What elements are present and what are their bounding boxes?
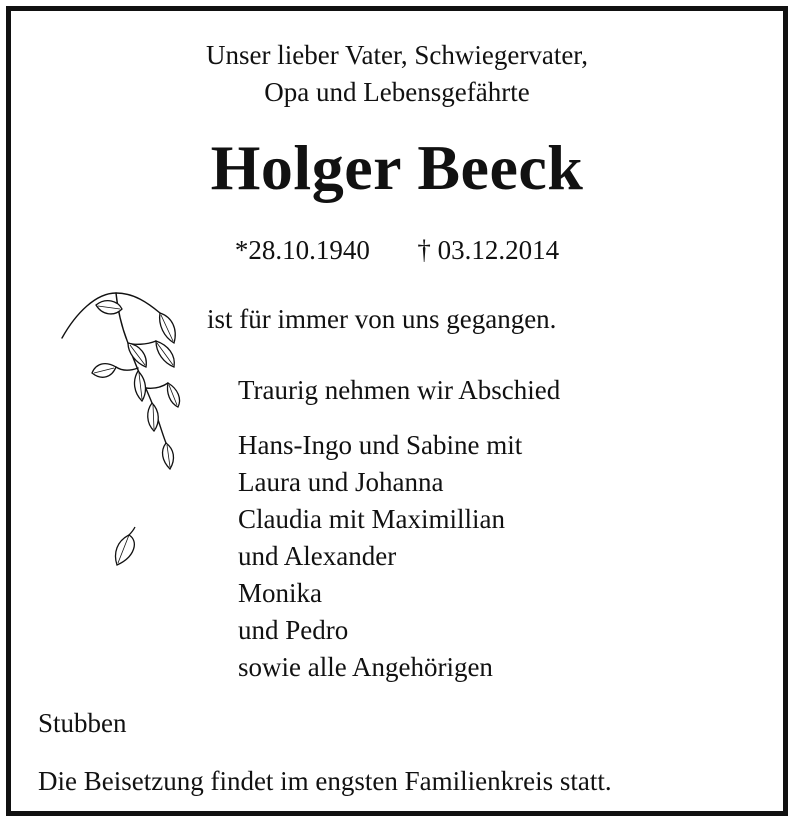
mourner-line: Hans-Ingo und Sabine mit	[238, 430, 523, 460]
birch-branch-icon	[56, 283, 196, 478]
falling-leaf-icon	[109, 523, 143, 569]
birth-date: *28.10.1940	[234, 235, 370, 265]
farewell-line: Traurig nehmen wir Abschied	[238, 375, 561, 405]
mourner-line: Monika	[238, 578, 322, 608]
funeral-note: Die Beisetzung findet im engsten Familienkreis statt.	[38, 766, 612, 796]
death-date: † 03.12.2014	[417, 235, 560, 265]
mourners-list	[238, 427, 522, 686]
place-name: Stubben	[38, 708, 127, 738]
mourner-line: und Alexander	[238, 541, 397, 571]
mourner-line: und Pedro	[238, 615, 349, 645]
life-dates	[11, 233, 783, 267]
intro-line-2: Opa und Lebensgefährte	[264, 77, 530, 107]
obituary-frame	[6, 6, 788, 816]
passed-text: ist für immer von uns gegangen.	[207, 304, 557, 334]
deceased-name: Holger Beeck	[210, 132, 584, 203]
mourner-line: sowie alle Angehörigen	[238, 652, 493, 682]
mourner-line: Laura und Johanna	[238, 467, 444, 497]
intro-line-1: Unser lieber Vater, Schwiegervater,	[206, 40, 588, 70]
mourner-line: Claudia mit Maximillian	[238, 504, 505, 534]
